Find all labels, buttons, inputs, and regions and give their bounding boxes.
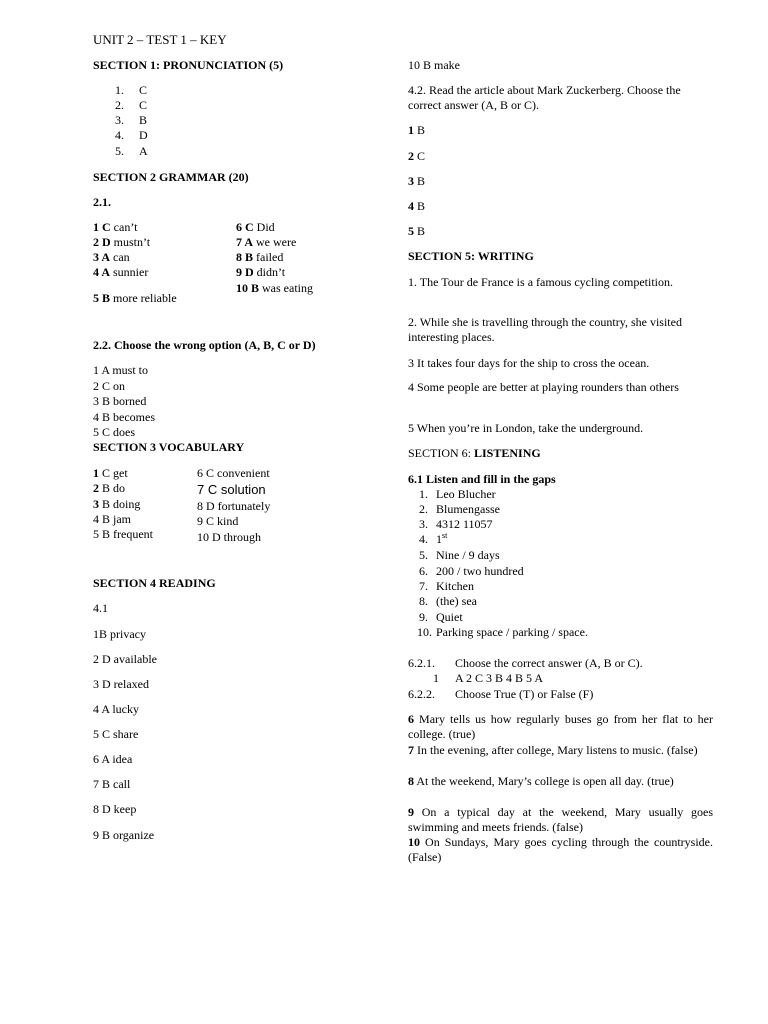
item-number: 10 B (236, 281, 260, 295)
list-item: 5 When you’re in London, take the underground. (408, 421, 644, 435)
list-item: (the) sea (436, 594, 477, 608)
item-number: 4 (408, 199, 414, 213)
list-item (236, 235, 296, 250)
list-item (236, 250, 283, 265)
list-item: C (139, 98, 148, 112)
list-item (408, 149, 425, 164)
item-number: 10 (408, 835, 420, 849)
item-number: 6 C (236, 220, 254, 234)
list-item: 4 A lucky (93, 702, 140, 716)
list-number: 2. (419, 502, 428, 516)
document-title: UNIT 2 – TEST 1 – KEY (93, 32, 227, 47)
list-item: 5 B frequent (93, 527, 153, 541)
list-item: 4 B jam (93, 512, 131, 526)
list-number: 2. (115, 98, 124, 112)
list-item: 3 It takes four days for the ship to cross the ocean. (408, 356, 650, 370)
list-item (408, 774, 713, 789)
list-item: Kitchen (436, 579, 474, 593)
item-number: 7 A (236, 235, 254, 249)
list-item (408, 743, 713, 758)
item-number: 5 (408, 224, 414, 238)
list-number: 3. (419, 517, 428, 531)
list-item: 6 A idea (93, 752, 133, 766)
item-text: sunnier (110, 265, 149, 279)
item-number: 1 (93, 466, 99, 480)
item-text: B (414, 174, 426, 188)
list-item: 1B privacy (93, 627, 146, 641)
list-number: 1. (419, 487, 428, 501)
item-number: 3 (408, 174, 414, 188)
section5-heading: SECTION 5: WRITING (408, 249, 534, 263)
list-number: 10. (417, 625, 432, 639)
list-item: Blumengasse (436, 502, 500, 516)
item-text: was eating (259, 281, 313, 295)
item-text: B do (99, 481, 126, 495)
list-item: 1 A must to (93, 363, 149, 377)
list-number: 4. (419, 532, 428, 546)
section4-sub-heading-2: 4.2. Read the article about Mark Zuckerberg. Choose the correct answer (A, B or C). (408, 83, 681, 112)
item-text: 1 (436, 532, 442, 546)
sub-heading-number: 6.2.1. (408, 656, 435, 670)
section2-sub-heading: 2.1. (93, 195, 111, 209)
list-item: A (139, 144, 148, 158)
list-item (236, 281, 313, 296)
item-text: can (110, 250, 130, 264)
section6-heading (408, 446, 541, 461)
list-item (408, 123, 425, 138)
list-number: 1. (115, 83, 124, 97)
item-text: On Sundays, Mary goes cycling through the countryside. (False) (408, 835, 713, 864)
section4-sub-heading: 4.1 (93, 601, 108, 615)
list-item: 5 C share (93, 727, 139, 741)
heading-prefix: SECTION 6: (408, 446, 474, 460)
list-item: Leo Blucher (436, 487, 496, 501)
item-text: In the evening, after college, Mary listens to music. (false) (414, 743, 698, 757)
list-item: 7 B call (93, 777, 131, 791)
list-item (408, 224, 425, 239)
sub-heading-text: Choose True (T) or False (F) (455, 687, 594, 701)
list-item (408, 835, 713, 865)
list-item: C (139, 83, 148, 97)
item-number: 4 A (93, 265, 111, 279)
list-item: 4 Some people are better at playing rounders than others (408, 380, 679, 394)
list-item (93, 250, 130, 265)
list-number: 5. (419, 548, 428, 562)
list-item: D (139, 128, 148, 142)
section1-heading: SECTION 1: PRONUNCIATION (5) (93, 58, 284, 72)
sub-heading-text: Choose the correct answer (A, B or C). (455, 656, 643, 670)
item-text: mustn’t (110, 235, 151, 249)
item-text: B doing (99, 497, 141, 511)
list-item: 9 C kind (197, 514, 239, 528)
list-item: 3 B borned (93, 394, 147, 408)
list-item: B (139, 113, 148, 127)
item-number: 7 (408, 743, 414, 757)
item-number: 9 (408, 805, 414, 819)
list-item: 9 B organize (93, 828, 155, 842)
list-item: 10 D through (197, 530, 261, 544)
item-number: 2 (93, 481, 99, 495)
list-number: 7. (419, 579, 428, 593)
section3-heading: SECTION 3 VOCABULARY (93, 440, 245, 454)
item-number: 8 (408, 774, 414, 788)
item-number: 2 (408, 149, 414, 163)
list-item: 4 B becomes (93, 410, 155, 424)
list-item: 1. The Tour de France is a famous cycling competition. (408, 275, 673, 289)
answer-text: A 2 C 3 B 4 B 5 A (455, 671, 544, 685)
item-text: B (414, 123, 426, 137)
list-item: 6 C convenient (197, 466, 270, 480)
item-text: B (414, 199, 426, 213)
item-text: can’t (110, 220, 138, 234)
list-item (93, 235, 150, 250)
list-item: 3 D relaxed (93, 677, 149, 691)
section4-heading: SECTION 4 READING (93, 576, 216, 590)
list-number: 3. (115, 113, 124, 127)
superscript: st (442, 531, 448, 540)
list-item: 2. While she is travelling through the country, she visited interesting places. (408, 315, 682, 344)
item-text: Did (253, 220, 275, 234)
list-number: 9. (419, 610, 428, 624)
list-item (93, 291, 177, 306)
item-number: 1 C (93, 220, 111, 234)
list-item (236, 265, 285, 280)
item-text: At the weekend, Mary’s college is open all day. (true) (414, 774, 674, 788)
item-text: C get (99, 466, 128, 480)
list-item: 5 C does (93, 425, 135, 439)
item-number: 6 (408, 712, 414, 726)
list-item: 2 D available (93, 652, 157, 666)
list-item (93, 265, 148, 280)
item-text: B (414, 224, 426, 238)
list-item (436, 532, 447, 547)
item-text: failed (253, 250, 284, 264)
list-item (93, 481, 125, 496)
list-item (93, 497, 140, 512)
item-number: 8 B (236, 250, 254, 264)
list-number: 4. (115, 128, 124, 142)
list-number: 6. (419, 564, 428, 578)
list-item: Nine / 9 days (436, 548, 500, 562)
list-number: 5. (115, 144, 124, 158)
list-item: 8 D keep (93, 802, 137, 816)
list-item: 10 B make (408, 58, 460, 72)
heading-bold: LISTENING (474, 446, 541, 460)
item-number: 1 (408, 123, 414, 137)
item-number: 5 B (93, 291, 111, 305)
section2-heading: SECTION 2 GRAMMAR (20) (93, 170, 249, 184)
section6-sub-heading: 6.1 Listen and fill in the gaps (408, 472, 556, 486)
item-number: 2 D (93, 235, 111, 249)
list-item: 4312 11057 (436, 517, 493, 531)
list-item (408, 174, 425, 189)
item-text: we were (253, 235, 297, 249)
item-text: Mary tells us how regularly buses go from her flat to her college. (true) (408, 712, 713, 741)
list-item: 7 C solution (197, 482, 266, 497)
item-number: 9 D (236, 265, 254, 279)
list-item: Parking space / parking / space. (436, 625, 588, 639)
answer-number: 1 (433, 671, 439, 685)
item-text: C (414, 149, 426, 163)
list-item (408, 712, 713, 742)
item-text: more reliable (110, 291, 177, 305)
section2-sub-heading-2: 2.2. Choose the wrong option (A, B, C or D) (93, 338, 316, 352)
list-item (408, 199, 425, 214)
item-text: didn’t (253, 265, 286, 279)
item-text: On a typical day at the weekend, Mary usually goes swimming and meets friends. (false) (408, 805, 713, 834)
sub-heading-number: 6.2.2. (408, 687, 435, 701)
list-item (93, 466, 128, 481)
list-item: Quiet (436, 610, 463, 624)
item-number: 3 A (93, 250, 111, 264)
list-number: 8. (419, 594, 428, 608)
list-item: 2 C on (93, 379, 126, 393)
list-item: 8 D fortunately (197, 499, 271, 513)
item-number: 3 (93, 497, 99, 511)
list-item (236, 220, 275, 235)
list-item (408, 805, 713, 835)
list-item (93, 220, 137, 235)
list-item: 200 / two hundred (436, 564, 524, 578)
